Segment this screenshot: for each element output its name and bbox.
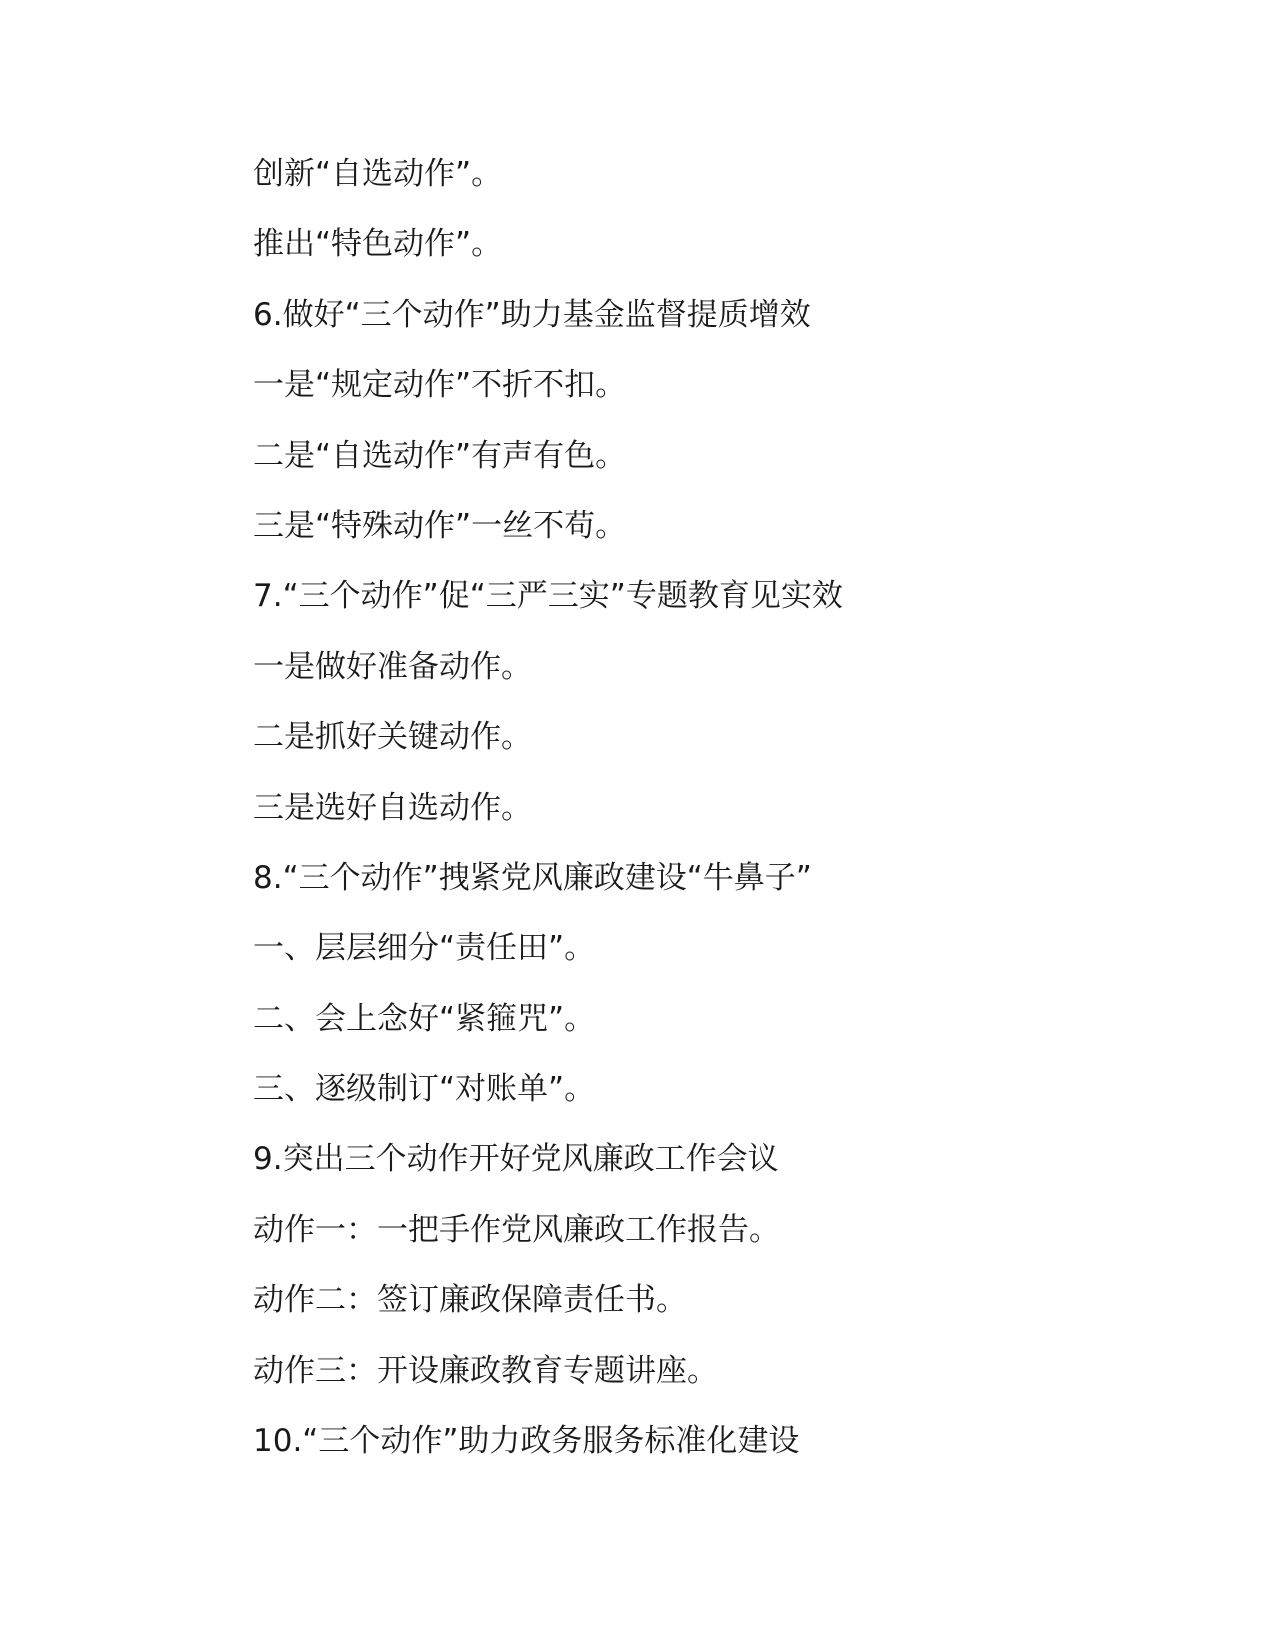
paragraph-line: 一、层层细分“责任田”。 xyxy=(253,930,596,967)
section-heading: 10.“三个动作”助力政务服务标准化建设 xyxy=(253,1423,800,1460)
section-heading: 8.“三个动作”拽紧党风廉政建设“牛鼻子” xyxy=(253,859,812,896)
paragraph-line: 动作一：一把手作党风廉政工作报告。 xyxy=(253,1211,780,1248)
paragraph-line: 二、会上念好“紧箍咒”。 xyxy=(253,1000,596,1037)
paragraph-line: 推出“特色动作”。 xyxy=(253,226,503,263)
document-body xyxy=(253,154,1213,1491)
paragraph-line: 三是选好自选动作。 xyxy=(253,789,532,826)
paragraph-line: 二是“自选动作”有声有色。 xyxy=(253,437,627,474)
section-heading: 9.突出三个动作开好党风廉政工作会议 xyxy=(253,1141,779,1178)
paragraph-line: 二是抓好关键动作。 xyxy=(253,719,532,756)
paragraph-line: 三是“特殊动作”一丝不苟。 xyxy=(253,507,627,544)
paragraph-line: 创新“自选动作”。 xyxy=(253,156,503,192)
section-heading: 7.“三个动作”促“三严三实”专题教育见实效 xyxy=(253,578,843,615)
paragraph-line: 动作二：签订廉政保障责任书。 xyxy=(253,1282,687,1319)
paragraph-line: 一是做好准备动作。 xyxy=(253,648,532,685)
paragraph-line: 动作三：开设廉政教育专题讲座。 xyxy=(253,1352,718,1389)
paragraph-line: 一是“规定动作”不折不扣。 xyxy=(253,367,627,404)
section-heading: 6.做好“三个动作”助力基金监督提质增效 xyxy=(253,296,811,333)
paragraph-line: 三、逐级制订“对账单”。 xyxy=(253,1071,596,1108)
